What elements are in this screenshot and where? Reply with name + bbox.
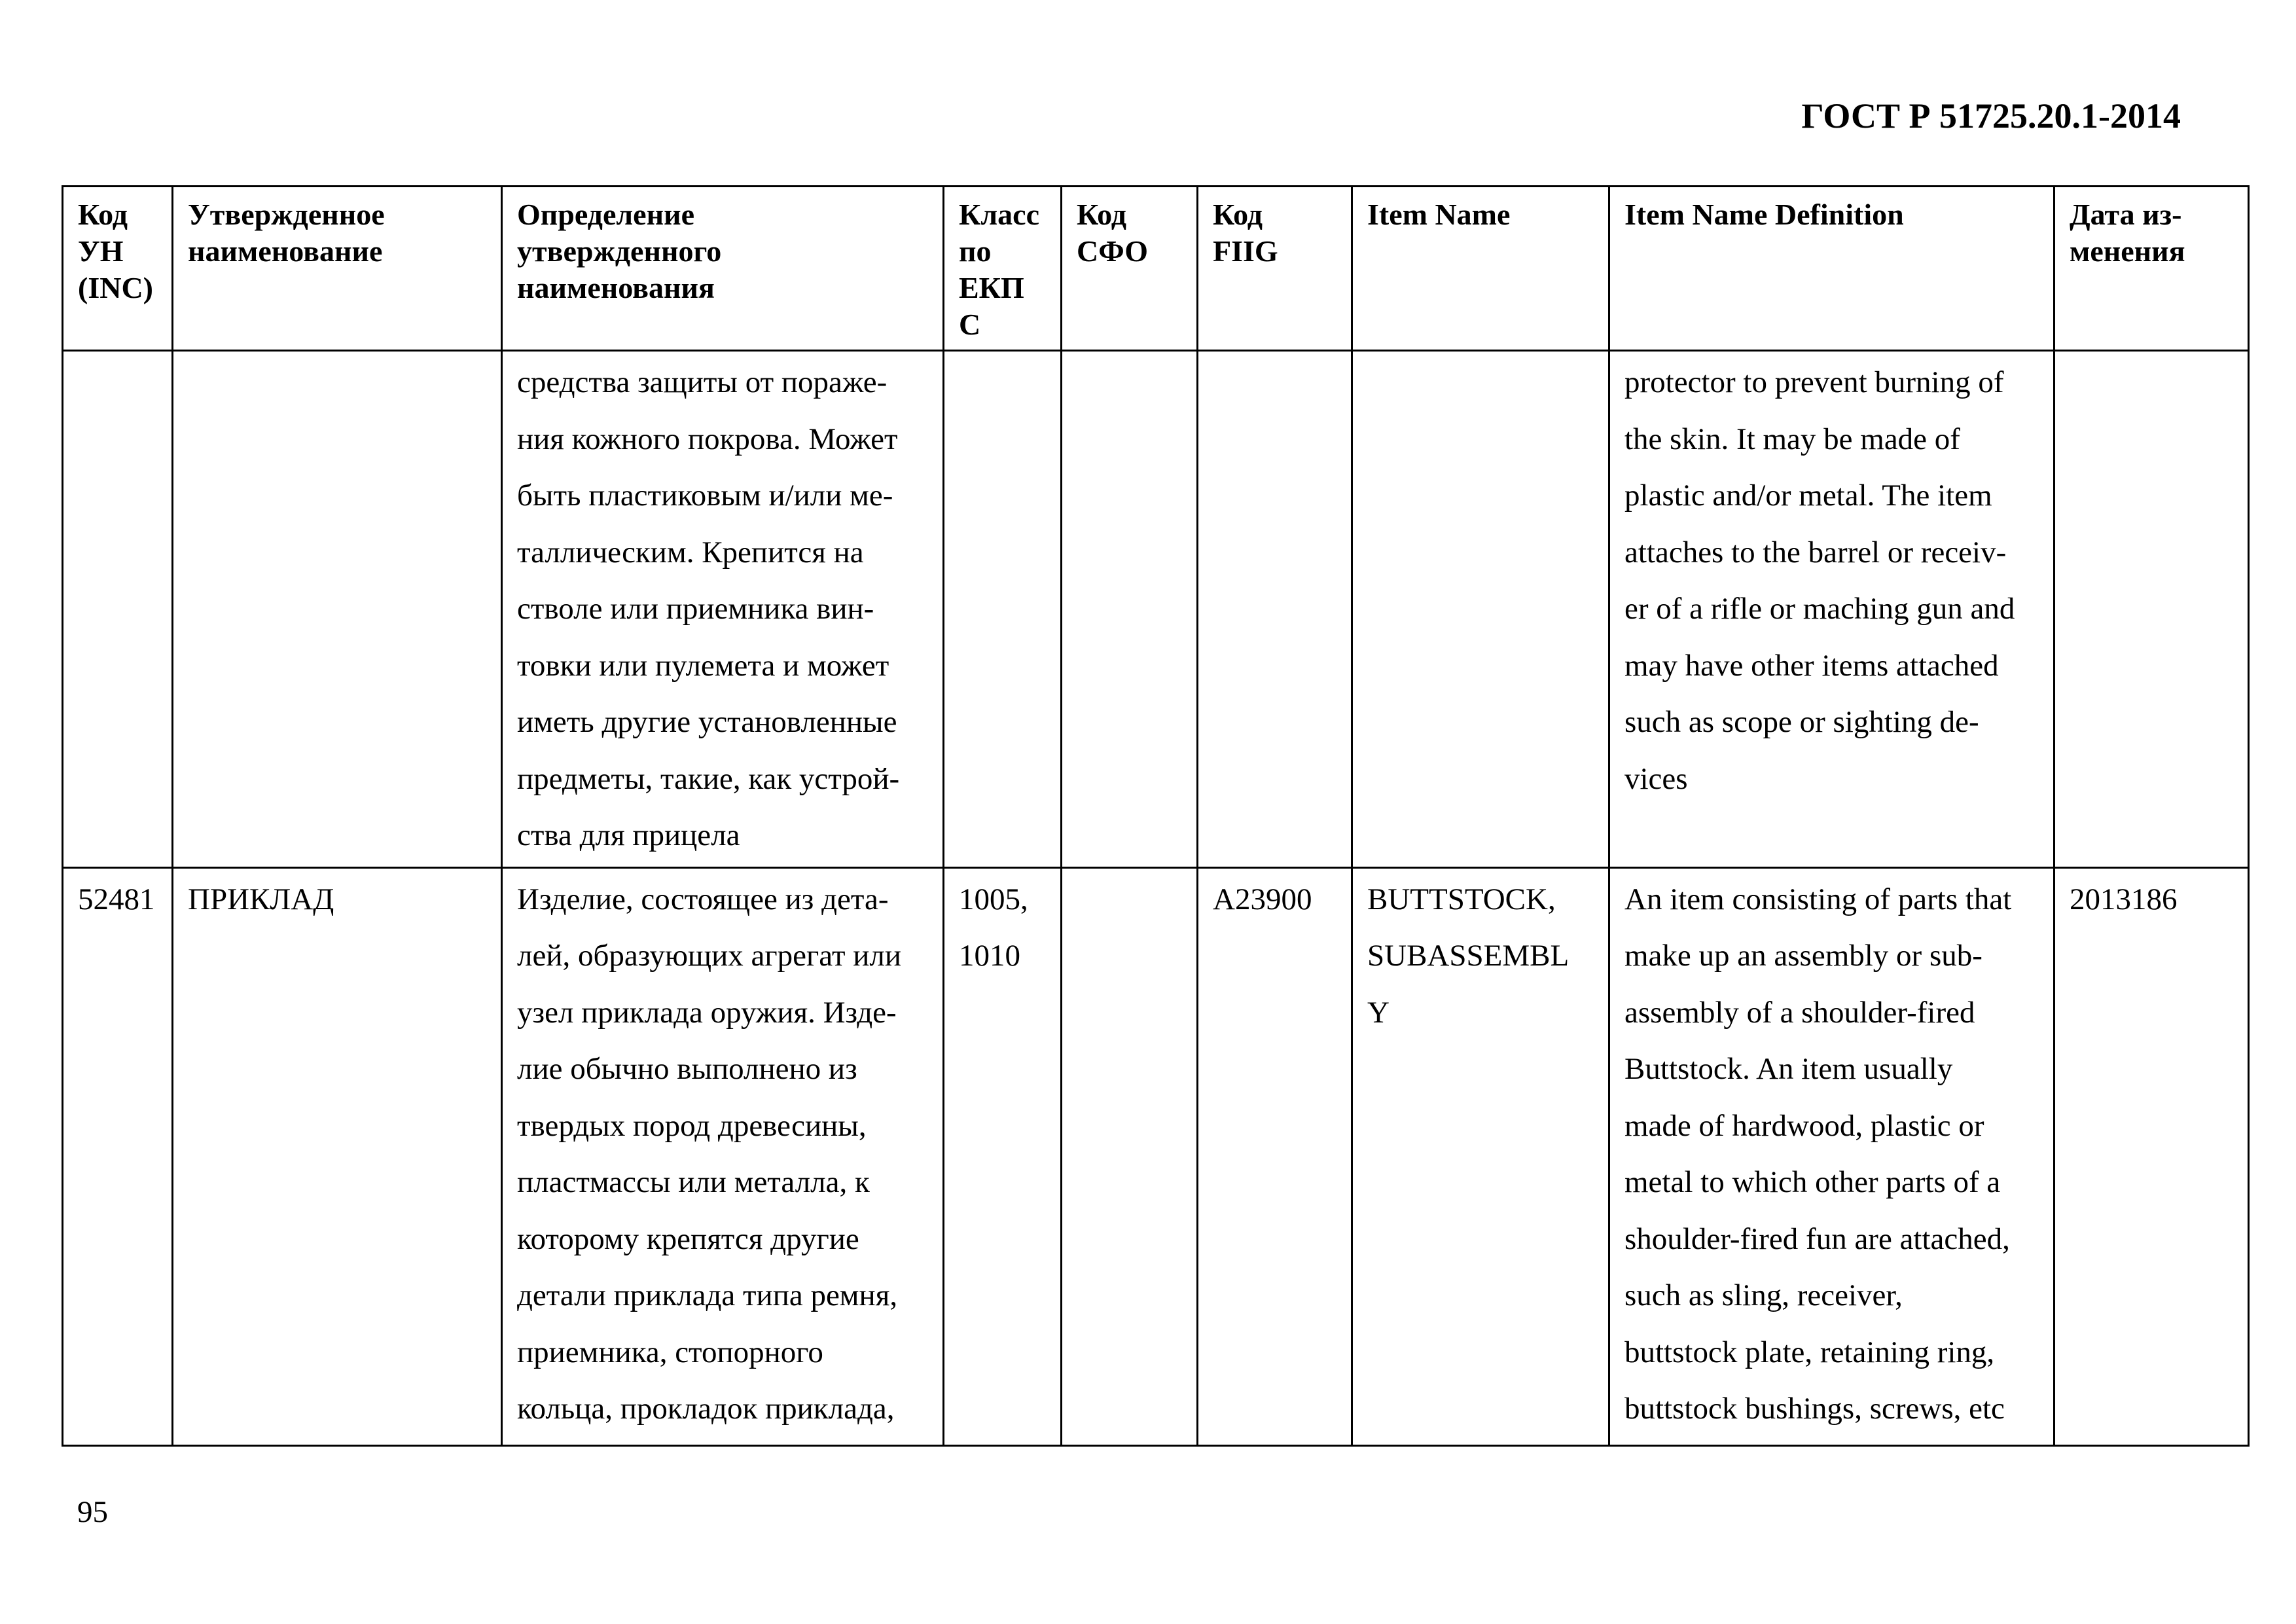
cell-class (944, 351, 1062, 868)
cell-sfo (1062, 351, 1198, 868)
cell-item-name-definition: protector to prevent burning of the skin. It may be made of plastic and/or metal. The item attaches to the barrel or receiv- er of a rifle or maching gun and may have other items attached such as scope or sighting de- vices (1609, 351, 2054, 868)
col-header-sfo: Код СФО (1062, 187, 1198, 351)
col-header-item-name-definition: Item Name Definition (1609, 187, 2054, 351)
page-number: 95 (77, 1495, 108, 1529)
col-header-class: Класс по ЕКП С (944, 187, 1062, 351)
cell-approved-name (173, 351, 502, 868)
col-header-item-name: Item Name (1352, 187, 1609, 351)
cell-fiig: A23900 (1198, 867, 1352, 1445)
col-header-definition: Определение утвержденного наименования (502, 187, 944, 351)
cell-change-date (2054, 351, 2249, 868)
cell-fiig (1198, 351, 1352, 868)
cell-class: 1005, 1010 (944, 867, 1062, 1445)
col-header-approved-name: Утвержденное наименование (173, 187, 502, 351)
cell-inc: 52481 (63, 867, 173, 1445)
document-code: ГОСТ Р 51725.20.1-2014 (1801, 96, 2181, 135)
cell-item-name-definition: An item consisting of parts that make up an assembly or sub- assembly of a shoulder-fired Buttstock. An item usually made of hardwood, plastic or metal to which other parts of a shoulder-fired fun are attached, such as sling, receiver, buttstock plate, retaining ring, buttstock bushings, screws, etc (1609, 867, 2054, 1445)
col-header-inc: Код УН (INC) (63, 187, 173, 351)
cell-inc (63, 351, 173, 868)
col-header-fiig: Код FIIG (1198, 187, 1352, 351)
cell-change-date: 2013186 (2054, 867, 2249, 1445)
cell-sfo (1062, 867, 1198, 1445)
table-row (63, 351, 2249, 868)
table-header-row (63, 187, 2249, 351)
cell-item-name (1352, 351, 1609, 868)
col-header-change-date: Дата из- менения (2054, 187, 2249, 351)
item-name-table (62, 185, 2250, 1447)
cell-item-name: BUTTSTOCK, SUBASSEMBL Y (1352, 867, 1609, 1445)
cell-definition: средства защиты от пораже- ния кожного покрова. Может быть пластиковым и/или ме- таллическим. Крепится на стволе или приемника вин- товки или пулемета и может иметь другие установленные предметы, такие, как устрой- ства для прицела (502, 351, 944, 868)
cell-definition: Изделие, состоящее из дета- лей, образующих агрегат или узел приклада оружия. Изде- лие обычно выполнено из твердых пород древесины, пластмассы или металла, к которому крепятся другие детали приклада типа ремня, приемника, стопорного кольца, прокладок приклада, (502, 867, 944, 1445)
cell-approved-name: ПРИКЛАД (173, 867, 502, 1445)
table-row (63, 867, 2249, 1445)
